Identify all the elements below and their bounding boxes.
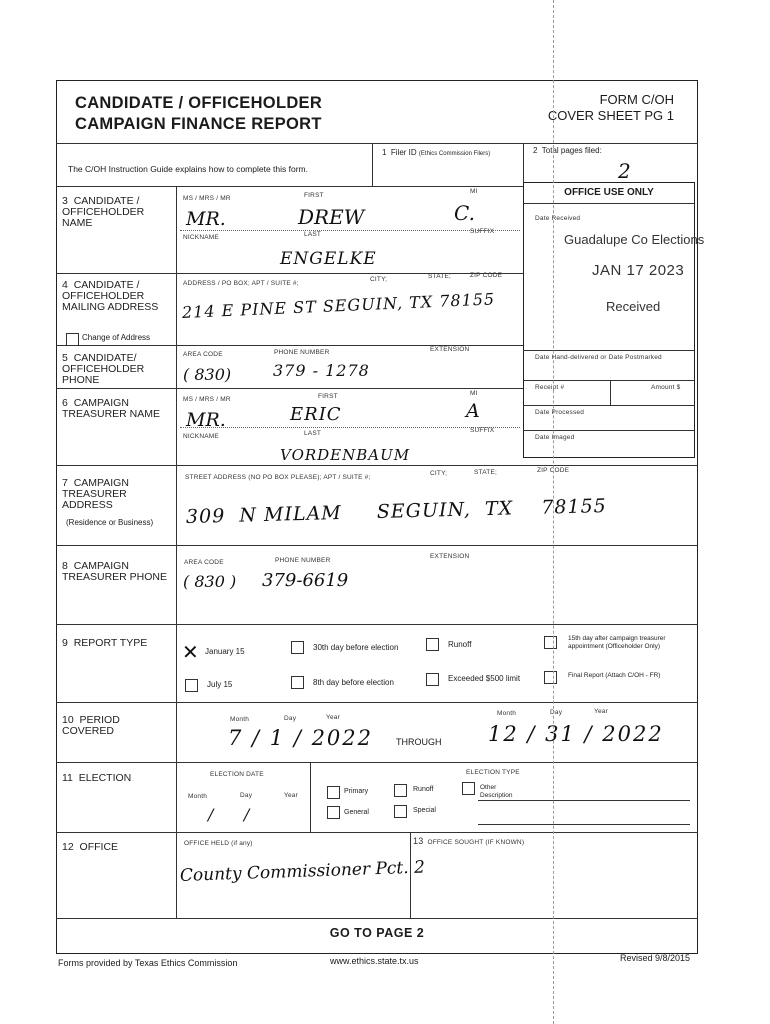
sec3-last-label: LAST — [304, 231, 322, 238]
form-id — [500, 92, 674, 124]
sec11-label: 11 ELECTION — [62, 772, 132, 784]
sec10-to-month-label: Month — [497, 710, 517, 717]
instruction-text: The C/OH Instruction Guide explains how to complete this form. — [68, 164, 308, 174]
report-type-500-label: Exceeded $500 limit — [448, 674, 521, 683]
sec9-label: 9 REPORT TYPE — [62, 637, 148, 649]
sec10-through-label: THROUGH — [396, 737, 442, 747]
divider — [310, 762, 311, 832]
sec6-label: 6 CAMPAIGN TREASURER NAME — [62, 397, 161, 420]
footer-left: Forms provided by Texas Ethics Commission — [58, 958, 238, 968]
sec6-ms-label: MS / MRS / MR — [183, 396, 231, 403]
rule — [56, 273, 523, 274]
sec11-date-value[interactable]: / / — [208, 805, 250, 824]
rule — [56, 624, 698, 625]
report-type-july-checkbox[interactable] — [185, 679, 198, 692]
date-imaged-label: Date Imaged — [535, 434, 575, 441]
report-type-july-label: July 15 — [207, 680, 233, 689]
sec3-first-value[interactable]: DREW — [298, 205, 365, 229]
rule — [56, 702, 698, 703]
sec3-last-value[interactable]: ENGELKE — [280, 249, 377, 269]
report-type-15th-checkbox[interactable] — [544, 636, 557, 649]
received-stamp-office: Guadalupe Co Elections — [564, 232, 705, 247]
sec11-month-label: Month — [188, 793, 208, 800]
change-of-address-label: Change of Address — [82, 333, 151, 342]
sec5-ext-label: EXTENSION — [430, 346, 470, 353]
sec6-first-label: FIRST — [318, 393, 338, 400]
checkmark-x-icon[interactable]: ✕ — [182, 640, 199, 664]
sec5-area-value[interactable]: ( 830) — [183, 365, 232, 384]
label-column-divider — [176, 186, 177, 918]
sec4-zip-label: ZIP CODE — [470, 272, 503, 279]
sec3-suffix-label: SUFFIX — [470, 228, 495, 235]
date-processed-label: Date Processed — [535, 409, 585, 416]
sec3-nickname-label: NICKNAME — [183, 234, 219, 241]
office-use-block — [523, 182, 695, 458]
rule — [56, 545, 698, 546]
sec8-area-label: AREA CODE — [184, 559, 224, 566]
sec10-to-year-label: Year — [594, 708, 608, 715]
received-stamp-text: Received — [606, 299, 661, 314]
footer-right: Revised 9/8/2015 — [620, 953, 691, 963]
rule-header — [56, 143, 698, 144]
sec11-year-label: Year — [284, 792, 298, 799]
sec4-address-value[interactable]: 214 E PINE ST SEGUIN, TX 78155 — [181, 289, 496, 322]
sec8-ext-label: EXTENSION — [430, 553, 470, 560]
sec10-from-value[interactable]: 7 / 1 / 2022 — [228, 726, 374, 750]
sec12-held-value[interactable]: County Commissioner Pct. 2 — [179, 857, 426, 886]
sec8-phone-label: PHONE NUMBER — [275, 557, 331, 564]
report-type-30th-checkbox[interactable] — [291, 641, 304, 654]
dotted-rule — [180, 427, 520, 428]
report-type-15th-label: 15th day after campaign treasurer appointment (Officeholder Only) — [568, 635, 666, 650]
election-other-label: Other Description — [480, 784, 513, 799]
sec6-ms-value[interactable]: MR. — [186, 409, 226, 431]
sec10-from-year-label: Year — [326, 714, 340, 721]
report-type-runoff-label: Runoff — [448, 640, 472, 649]
election-general-label: General — [344, 809, 369, 816]
sec3-label: 3 CANDIDATE / OFFICEHOLDER NAME — [62, 195, 145, 229]
sec6-last-label: LAST — [304, 430, 322, 437]
sec5-label: 5 CANDIDATE/ OFFICEHOLDER PHONE — [62, 352, 145, 386]
sec7-sublabel: (Residence or Business) — [66, 518, 154, 527]
sec11-type-label: ELECTION TYPE — [466, 769, 520, 776]
divider — [410, 832, 411, 918]
scan-fold-line — [553, 0, 554, 1024]
sec6-mi-value[interactable]: A — [466, 400, 480, 422]
election-general-checkbox[interactable] — [327, 806, 340, 819]
sec7-state-label: STATE; — [474, 469, 497, 476]
sec10-from-day-label: Day — [284, 715, 297, 722]
received-stamp-date: JAN 17 2023 — [592, 262, 685, 279]
sec8-phone-value[interactable]: 379-6619 — [262, 570, 349, 591]
election-special-checkbox[interactable] — [394, 805, 407, 818]
rule — [523, 405, 695, 406]
filer-id-field[interactable] — [382, 160, 518, 180]
report-type-final-checkbox[interactable] — [544, 671, 557, 684]
election-special-label: Special — [413, 807, 436, 814]
report-type-final-label: Final Report (Attach C/OH - FR) — [568, 672, 661, 679]
report-type-8th-label: 8th day before election — [313, 678, 394, 687]
receipt-label: Receipt # — [535, 384, 565, 391]
go-to-page-2: GO TO PAGE 2 — [329, 926, 425, 940]
other-description-line — [478, 824, 690, 825]
sec6-nickname-label: NICKNAME — [183, 433, 219, 440]
sec7-address-value[interactable]: 309 N MILAM SEGUIN, TX 78155 — [185, 494, 608, 528]
total-pages-value[interactable]: 2 — [618, 159, 631, 183]
sec3-ms-label: MS / MRS / MR — [183, 195, 231, 202]
election-primary-label: Primary — [344, 788, 369, 795]
sec8-area-value[interactable]: ( 830 ) — [183, 572, 237, 591]
report-type-runoff-checkbox[interactable] — [426, 638, 439, 651]
sec10-label: 10 PERIOD COVERED — [62, 714, 120, 737]
sec11-date-label: ELECTION DATE — [210, 771, 264, 778]
rule — [523, 380, 695, 381]
rule — [56, 832, 698, 833]
sec4-label: 4 CANDIDATE / OFFICEHOLDER MAILING ADDRESS — [62, 279, 159, 313]
form-id-line-2: COVER SHEET PG 1 — [547, 108, 674, 123]
sec7-zip-label: ZIP CODE — [537, 467, 570, 474]
election-runoff-checkbox[interactable] — [394, 784, 407, 797]
sec11-day-label: Day — [240, 792, 253, 799]
report-type-january-15: January 15 — [205, 647, 245, 656]
rule — [56, 762, 698, 763]
sec4-fields-label: ADDRESS / PO BOX; APT / SUITE #; — [183, 280, 299, 287]
report-type-500-checkbox[interactable] — [426, 673, 439, 686]
report-type-8th-checkbox[interactable] — [291, 676, 304, 689]
sec4-state-label: STATE; — [428, 273, 451, 280]
sec10-to-value[interactable]: 12 / 31 / 2022 — [488, 722, 664, 746]
hand-delivered-label: Date Hand-delivered or Date Postmarked — [535, 354, 662, 361]
sec10-from-month-label: Month — [230, 716, 250, 723]
sec6-suffix-label: SUFFIX — [470, 427, 495, 434]
dotted-rule — [180, 230, 520, 231]
divider — [523, 143, 524, 186]
amount-label: Amount $ — [651, 384, 681, 391]
report-type-30th-label: 30th day before election — [313, 643, 399, 652]
sec7-city-label: CITY; — [430, 470, 448, 477]
election-other-checkbox[interactable] — [462, 782, 475, 795]
sec6-first-value[interactable]: ERIC — [290, 404, 342, 425]
sec4-city-label: CITY; — [370, 276, 388, 283]
date-received-label: Date Received — [535, 215, 581, 222]
sec12-label: 12 OFFICE — [62, 841, 119, 853]
sec6-last-value[interactable]: VORDENBAUM — [280, 446, 411, 464]
rule — [523, 430, 695, 431]
sec7-fields-label: STREET ADDRESS (NO PO BOX PLEASE); APT / SUITE #; — [185, 474, 371, 481]
rule — [56, 918, 698, 919]
rule — [56, 465, 698, 466]
sec3-ms-value[interactable]: MR. — [186, 208, 226, 230]
divider — [610, 380, 611, 405]
office-use-heading: OFFICE USE ONLY — [564, 187, 654, 198]
rule — [523, 350, 695, 351]
filer-id-label: 1 Filer ID (Ethics Commission Filers) — [382, 148, 491, 157]
sec3-mi-value[interactable]: C. — [454, 201, 475, 225]
sec10-to-day-label: Day — [550, 709, 563, 716]
sec5-phone-label: PHONE NUMBER — [274, 349, 330, 356]
sec6-mi-label: MI — [470, 390, 478, 397]
other-description-line — [478, 800, 690, 801]
sec5-area-label: AREA CODE — [183, 351, 223, 358]
sec3-first-label: FIRST — [304, 192, 324, 199]
divider — [372, 143, 373, 186]
form-title — [75, 93, 322, 135]
title-line-1: CANDIDATE / OFFICEHOLDER — [75, 94, 323, 112]
rule — [56, 186, 523, 187]
sec5-phone-value[interactable]: 379 - 1278 — [273, 361, 370, 380]
title-line-2: CAMPAIGN FINANCE REPORT — [75, 115, 322, 133]
rule — [523, 203, 695, 204]
rule — [56, 388, 523, 389]
sec13-label: 13 OFFICE SOUGHT (IF KNOWN) — [413, 836, 525, 846]
footer-center: www.ethics.state.tx.us — [330, 956, 419, 966]
election-primary-checkbox[interactable] — [327, 786, 340, 799]
total-pages-label: 2 Total pages filed: — [533, 146, 602, 155]
sec12-held-label: OFFICE HELD (if any) — [184, 840, 253, 847]
sec8-label: 8 CAMPAIGN TREASURER PHONE — [62, 560, 168, 583]
form-id-line-1: FORM C/OH — [599, 92, 674, 107]
sec7-label: 7 CAMPAIGN TREASURER ADDRESS — [62, 477, 129, 511]
election-runoff-label: Runoff — [413, 786, 434, 793]
sec3-mi-label: MI — [470, 188, 478, 195]
